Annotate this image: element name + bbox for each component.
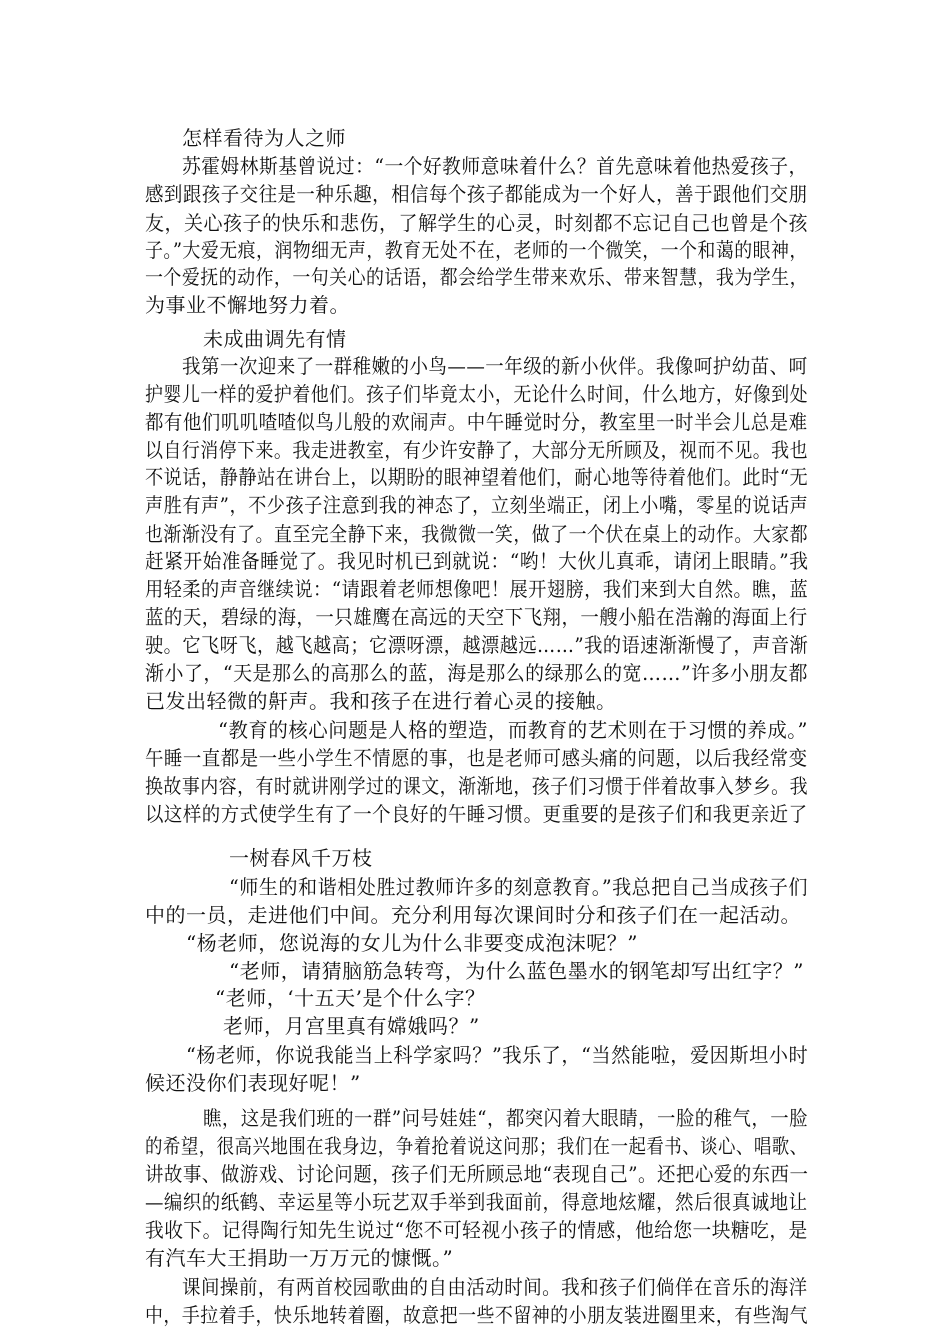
paragraph-line: 候还没你们表现好呢！” [145,1071,361,1095]
paragraph-line: 午睡一直都是一些小学生不情愿的事，也是老师可感头痛的问题，以后我经常变 [145,746,808,770]
paragraph-line: 有汽车大王捐助一万万元的慷慨。” [145,1246,454,1270]
paragraph-line: 一个爱抚的动作，一句关心的话语，都会给学生带来欢乐、带来智慧，我为学生， [145,265,809,289]
paragraph-line: 不说话，静静站在讲台上，以期盼的眼神望着他们，耐心地等待着他们。此时“无 [145,465,809,489]
paragraph-line: 已发出轻微的鼾声。我和孩子在进行着心灵的接触。 [145,689,617,713]
paragraph-line: 用轻柔的声音继续说：“请跟着老师想像吧！展开翅膀，我们来到大自然。瞧，蓝 [145,577,809,601]
dialogue-line: “老师，请猜脑筋急转弯，为什么蓝色墨水的钢笔却写出红字？” [229,959,804,983]
paragraph-line: —编织的纸鹤、幸运星等小玩艺双手举到我面前，得意地炫耀，然后很真诚地让 [145,1190,808,1214]
dialogue-line: “老师，‘十五天’是个什么字？ [215,986,486,1010]
paragraph-line: 我第一次迎来了一群稚嫩的小鸟——一年级的新小伙伴。我像呵护幼苗、呵 [182,354,808,378]
section-title: 未成曲调先有情 [203,327,347,351]
section-title: 怎样看待为人之师 [182,126,346,150]
paragraph-line: 的希望，很高兴地围在我身边，争着抢着说这问那；我们在一起看书、谈心、唱歌、 [145,1134,808,1158]
section-title: 一树春风千万枝 [229,846,373,870]
paragraph-line: 驶。它飞呀飞，越飞越高；它漂呀漂，越漂越远……”我的语速渐渐慢了，声音渐 [145,633,809,657]
paragraph-line: 为事业不懈地努力着。 [145,293,350,317]
dialogue-line: 老师，月宫里真有嫦娥吗？” [223,1014,480,1038]
paragraph-line: 中的一员，走进他们中间。充分利用每次课间时分和孩子们在一起活动。 [145,903,801,927]
paragraph-line: “师生的和谐相处胜过教师许多的刻意教育。”我总把自己当成孩子们 [229,875,808,899]
paragraph-line: 都有他们叽叽喳喳似鸟儿般的欢闹声。中午睡觉时分，教室里一时半会儿总是难 [145,410,808,434]
paragraph-line: 护婴儿一样的爱护着他们。孩子们毕竟太小，无论什么时间，什么地方，好像到处 [145,382,809,406]
paragraph-line: 换故事内容，有时就讲刚学过的课文，渐渐地，孩子们习惯于伴着故事入梦乡。我 [145,774,809,798]
paragraph-line: 我收下。记得陶行知先生说过“您不可轻视小孩子的情感，他给您一块糖吃，是 [145,1218,808,1242]
paragraph-line: 瞧，这是我们班的一群”问号娃娃“，都突闪着大眼睛，一脸的稚气，一脸 [203,1106,808,1130]
dialogue-line: “杨老师，您说海的女儿为什么非要变成泡沫呢？” [186,931,638,955]
paragraph-line: 以自行消停下来。我走进教室，有少许安静了，大部分无所顾及，视而不见。我也 [145,438,809,462]
paragraph-line: 苏霍姆林斯基曾说过：“一个好教师意味着什么？首先意味着他热爱孩子， [182,154,808,178]
paragraph-line: 友，关心孩子的快乐和悲伤，了解学生的心灵，时刻都不忘记自己也曾是个孩 [145,211,808,235]
paragraph-line: 中，手拉着手，快乐地转着圈，故意把一些不留神的小朋友装进圈里来，有些淘气 [145,1303,809,1327]
paragraph-line: 感到跟孩子交往是一种乐趣，相信每个孩子都能成为一个好人，善于跟他们交朋 [145,182,808,206]
paragraph-line: 赶紧开始准备睡觉了。我见时机已到就说：“哟！大伙儿真乖，请闭上眼睛。”我 [145,549,809,573]
paragraph-line: 讲故事、做游戏、讨论问题，孩子们无所顾忌地“表现自己”。还把心爱的东西一 [145,1162,809,1186]
paragraph-line: 蓝的天，碧绿的海，一只雄鹰在高远的天空下飞翔，一艘小船在浩瀚的海面上行 [145,605,808,629]
dialogue-line: “杨老师，你说我能当上科学家吗？”我乐了，“当然能啦，爱因斯坦小时 [186,1043,809,1067]
paragraph-line: 以这样的方式使学生有了一个良好的午睡习惯。更重要的是孩子们和我更亲近了 [145,802,808,826]
paragraph-line: 子。”大爱无痕，润物细无声，教育无处不在，老师的一个微笑，一个和蔼的眼神， [145,238,808,262]
paragraph-line: 声胜有声”，不少孩子注意到我的神态了，立刻坐端正，闭上小嘴，零星的说话声 [145,493,809,517]
quote-line: “教育的核心问题是人格的塑造，而教育的艺术则在于习惯的养成。” [218,718,808,742]
paragraph-line: 渐小了，“天是那么的高那么的蓝，海是那么的绿那么的宽……”许多小朋友都 [145,661,808,685]
paragraph-line: 课间操前，有两首校园歌曲的自由活动时间。我和孩子们倘佯在音乐的海洋 [182,1275,808,1299]
paragraph-line: 也渐渐没有了。直至完全静下来，我微微一笑，做了一个伏在桌上的动作。大家都 [145,522,809,546]
